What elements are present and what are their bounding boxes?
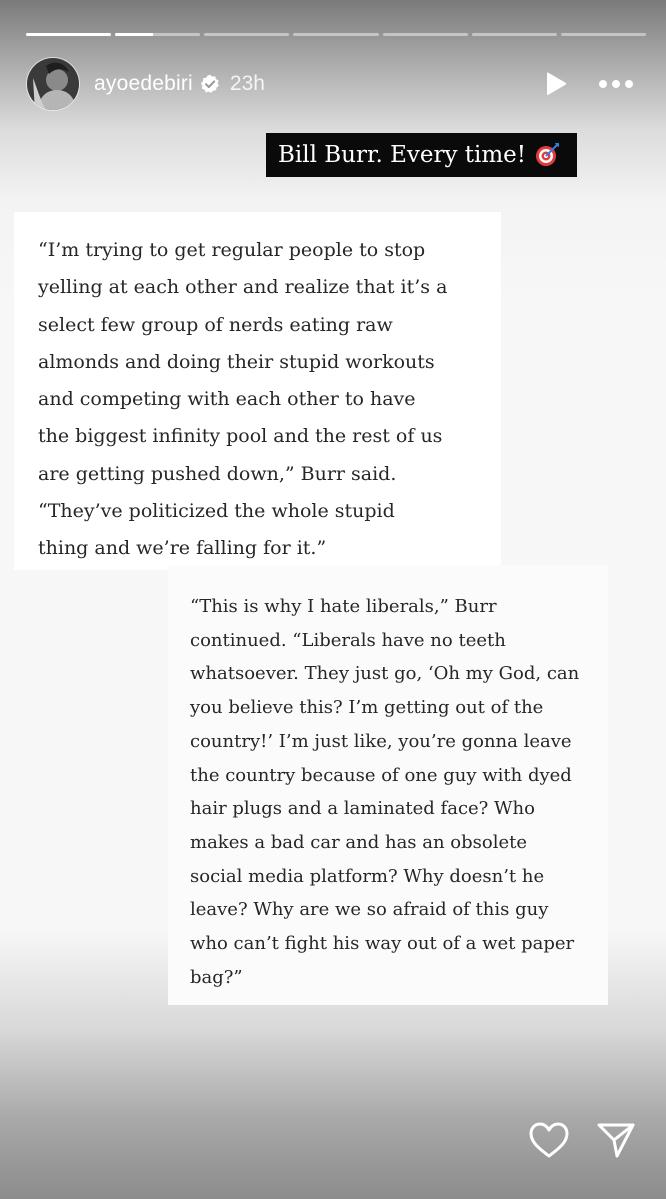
quote-line: whatsoever. They just go, ‘Oh my God, can: [190, 663, 580, 685]
quote-line: who can’t fight his way out of a wet paper: [190, 933, 575, 955]
verified-badge-icon: [200, 74, 220, 94]
story-progress-segment: [115, 33, 200, 36]
quote-line: thing and we’re falling for it.”: [38, 537, 327, 560]
story-progress-segment: [26, 33, 111, 36]
quote-line: country!’ I’m just like, you’re gonna leave: [190, 730, 572, 752]
quote-line: the biggest infinity pool and the rest of us: [38, 425, 443, 448]
quote-line: “This is why I hate liberals,” Burr: [190, 596, 497, 617]
quote-line: continued. “Liberals have no teeth: [190, 629, 506, 651]
quote-line: “I’m trying to get regular people to stop: [38, 239, 426, 261]
send-icon[interactable]: [596, 1121, 636, 1159]
story-header: [26, 56, 640, 112]
quote-line: are getting pushed down,” Burr said.: [38, 462, 397, 485]
quote-line: select few group of nerds eating raw: [38, 313, 393, 336]
story-progress-segment: [293, 33, 378, 36]
post-timestamp: 23h: [229, 72, 265, 95]
story-progress-segment: [204, 33, 289, 36]
heart-icon[interactable]: [528, 1121, 570, 1159]
quote-line: “They’ve politicized the whole stupid: [38, 500, 395, 523]
story-progress-segment: [561, 33, 646, 36]
direct-hit-target-icon: [534, 142, 560, 168]
avatar-image: [27, 58, 80, 111]
story-progress-fill: [26, 33, 111, 36]
play-icon[interactable]: [544, 71, 568, 97]
quote-1-text: [38, 232, 488, 568]
story-progress-fill: [115, 33, 153, 36]
caption-sticker: [266, 133, 577, 177]
quote-line: the country because of one guy with dyed: [190, 764, 572, 786]
avatar[interactable]: [26, 57, 80, 111]
story-progress-segment: [383, 33, 468, 36]
quote-line: yelling at each other and realize that it’s a: [38, 276, 448, 299]
quote-card-1: [14, 212, 501, 570]
quote-2-text: [190, 590, 600, 994]
quote-line: you believe this? I’m getting out of the: [190, 697, 544, 719]
quote-card-2: [168, 565, 608, 1005]
quote-line: makes a bad car and has an obsolete: [190, 831, 528, 853]
caption-text: Bill Burr. Every time!: [278, 142, 527, 168]
story-progress-bar: [26, 33, 646, 37]
quote-line: and competing with each other to have: [38, 388, 416, 411]
story-progress-segment: [472, 33, 557, 36]
quote-line: social media platform? Why doesn’t he: [190, 865, 545, 887]
quote-line: hair plugs and a laminated face? Who: [190, 798, 535, 820]
quote-line: leave? Why are we so afraid of this guy: [190, 899, 549, 921]
quote-line: bag?”: [190, 966, 243, 988]
username[interactable]: ayoedebiri: [94, 72, 193, 95]
quote-line: almonds and doing their stupid workouts: [38, 350, 435, 373]
more-icon[interactable]: [598, 78, 634, 90]
